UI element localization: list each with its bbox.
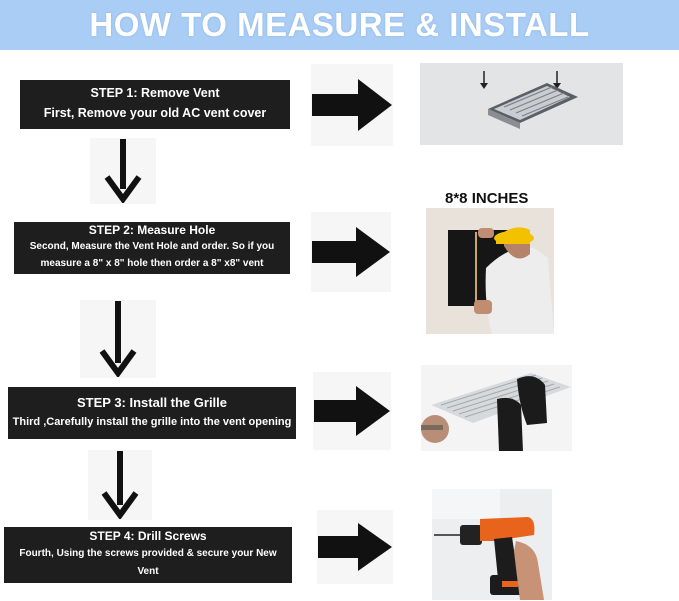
right-arrow-tile-4 — [317, 510, 393, 584]
right-arrow-icon — [318, 523, 392, 571]
step-4-description-line-2: Vent — [137, 566, 159, 577]
right-arrow-icon — [314, 386, 390, 436]
step-4-description-line-1: Fourth, Using the screws provided & secure your New — [19, 548, 277, 559]
power-drill-illustration — [432, 489, 552, 600]
size-label: 8*8 INCHES — [445, 190, 529, 207]
step-4-box — [4, 527, 292, 583]
down-arrow-tile-2 — [80, 300, 156, 378]
ceiling-vent-illustration — [420, 63, 623, 145]
step-2-description-line-2: measure a 8" x 8" hole then order a 8" x8" vent — [40, 258, 264, 269]
right-arrow-icon — [312, 79, 392, 131]
worker-measuring-illustration — [426, 208, 554, 334]
right-arrow-tile-1 — [311, 64, 393, 146]
step-2-title: STEP 2: Measure Hole — [88, 223, 216, 237]
step-3-description: Third ,Carefully install the grille into the vent opening — [12, 416, 292, 428]
down-arrow-icon — [103, 139, 143, 203]
worker-measuring-photo — [426, 208, 554, 334]
installing-grille-photo — [421, 365, 572, 451]
step-4-title: STEP 4: Drill Screws — [89, 529, 207, 543]
right-arrow-tile-3 — [313, 372, 391, 450]
step-3-box — [8, 387, 296, 439]
down-arrow-tile-1 — [90, 138, 156, 204]
step-2-box — [14, 222, 290, 274]
step-3-title: STEP 3: Install the Grille — [76, 395, 228, 410]
right-arrow-icon — [312, 227, 390, 277]
header-banner — [0, 0, 679, 50]
page-title: HOW TO MEASURE & INSTALL — [89, 6, 590, 43]
installing-grille-illustration — [421, 365, 572, 451]
down-arrow-icon — [98, 301, 138, 377]
step-2-description-line-1: Second, Measure the Vent Hole and order. So if you — [29, 241, 275, 252]
down-arrow-tile-3 — [88, 450, 152, 520]
step-1-description: First, Remove your old AC vent cover — [43, 106, 267, 120]
step-1-box — [20, 80, 290, 129]
step-1-title: STEP 1: Remove Vent — [90, 86, 220, 100]
power-drill-photo — [432, 489, 552, 600]
ceiling-vent-photo — [420, 63, 623, 145]
down-arrow-icon — [100, 451, 140, 519]
right-arrow-tile-2 — [311, 212, 391, 292]
